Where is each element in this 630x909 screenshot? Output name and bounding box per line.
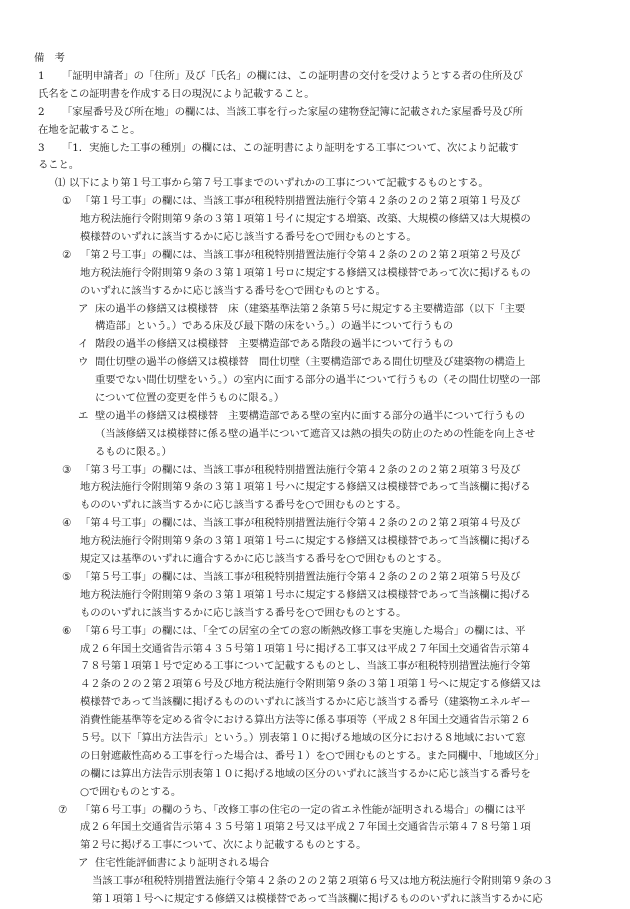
work-type-3-number: ③ bbox=[62, 463, 72, 476]
work-type-2-item-i bbox=[78, 336, 630, 354]
subsection-1-text: 以下により第１号工事から第７号工事までのいずれかの工事について記載するものとする。 bbox=[69, 177, 489, 190]
work-type-5-number: ⑤ bbox=[62, 570, 72, 583]
work-type-2-number: ② bbox=[62, 248, 72, 261]
work-type-7-item-a-body: 当該工事が租税特別措置法施行令第４２条の２の２第２項第６号又は地方税法施行令附則第９条の３ 第１項第１号へに規定する修繕又は模様替であって当該欄に掲げるもののいずれに該当するかに応 bbox=[92, 875, 553, 905]
work-type-1-text: 「第１号工事」の欄には、当該工事が租税特別措置法施行令第４２条の２の２第２項第１号及び 地方税法施行令附則第９条の３第１項第１号イに規定する増築、改築、大規模の修繕又は大規模の 模様替のいずれに該当するかに応じ該当する番号を○で囲むものとする。 bbox=[80, 195, 531, 244]
work-type-3-text: 「第３号工事」の欄には、当該工事が租税特別措置法施行令第４２条の２の２第２項第３号及び 地方税法施行令附則第９条の３第１項第１号ハに規定する修繕又は模様替であって当該欄に掲げる もののいずれに該当するかに応じ該当する番号を○で囲むものとする。 bbox=[80, 463, 531, 512]
subsection-1 bbox=[55, 175, 630, 193]
item-e-text: 壁の過半の修繕又は模様替 主要構造部である壁の室内に面する部分の過半について行うもの （当該修繕又は模様替に係る壁の過半について遮音又は熱の損失の防止のための性能を向上させ るものに限る。） bbox=[95, 409, 536, 458]
work-type-6 bbox=[62, 623, 630, 802]
item-3-text: 「1．実施した工事の種別」の欄には、この証明書により証明をする工事について、次により記載す ること。 bbox=[38, 141, 519, 172]
item-1-text: 「証明申請者」の「住所」及び「氏名」の欄には、この証明書の交付を受けようとする者の住所及び 氏名をこの証明書を作成する日の現況により記載すること。 bbox=[38, 70, 523, 100]
item-a-text: 床の過半の修繕又は模様替 床（建築基準法第２条第５号に規定する主要構造部（以下「主要 構造部」という。）である床及び最下階の床をいう。）の過半について行うもの bbox=[95, 302, 526, 333]
work-type-1 bbox=[62, 193, 630, 247]
item-2 bbox=[38, 104, 630, 140]
item-3-number: 3 bbox=[38, 141, 45, 154]
work-type-4 bbox=[62, 515, 630, 569]
item-7a-marker: ア bbox=[78, 857, 89, 870]
work-type-2-item-a bbox=[78, 301, 630, 337]
work-type-6-number: ⑥ bbox=[62, 624, 72, 637]
work-type-7 bbox=[58, 802, 630, 856]
work-type-7-number: ⑦ bbox=[58, 803, 68, 816]
work-type-4-number: ④ bbox=[62, 517, 72, 530]
work-type-2-text: 「第２号工事」の欄には、当該工事が租税特別措置法施行令第４２条の２の２第２項第２号及び 地方税法施行令附則第９条の３第１項第１号ロに規定する修繕又は模様替であって次に掲げるもの のいずれに該当するかに応じ該当する番号を○で囲むものとする。 bbox=[80, 248, 531, 297]
item-7a-title: 住宅性能評価書により証明される場合 bbox=[95, 857, 270, 870]
item-3 bbox=[38, 140, 630, 176]
item-2-number: 2 bbox=[38, 105, 45, 118]
remarks-body bbox=[0, 68, 630, 909]
work-type-5 bbox=[62, 569, 630, 623]
remarks-heading: 備 考 bbox=[34, 52, 65, 64]
item-e-marker: エ bbox=[78, 409, 89, 422]
work-type-3 bbox=[62, 462, 630, 516]
work-type-2 bbox=[62, 247, 630, 301]
item-i-marker: イ bbox=[78, 338, 89, 351]
work-type-5-text: 「第５号工事」の欄には、当該工事が租税特別措置法施行令第４２条の２の２第２項第５号及び 地方税法施行令附則第９条の３第１項第１号ホに規定する修繕又は模様替であって当該欄に掲げる もののいずれに該当するかに応じ該当する番号を○で囲むものとする。 bbox=[80, 570, 531, 619]
item-a-marker: ア bbox=[78, 302, 89, 315]
work-type-7-item-a bbox=[78, 855, 630, 873]
work-type-1-number: ① bbox=[62, 195, 72, 208]
work-type-2-item-e bbox=[78, 408, 630, 462]
item-u-text: 間仕切壁の過半の修繕又は模様替 間仕切壁（主要構造部である間仕切壁及び建築物の構造上 重要でない間仕切壁をいう。）の室内に面する部分の過半について行うもの（その間仕切壁の一部 について位置の変更を伴うものに限る。） bbox=[95, 356, 541, 405]
work-type-7-text: 「第６号工事」の欄のうち、「改修工事の住宅の一定の省エネ性能が証明される場合」の欄には平 成２６年国土交通省告示第４３５号第１項第２号又は平成２７年国土交通省告示第４７８号第１項 第２号に掲げる工事について、次により記載するものとする。 bbox=[80, 803, 531, 852]
work-type-4-text: 「第４号工事」の欄には、当該工事が租税特別措置法施行令第４２条の２の２第２項第４号及び 地方税法施行令附則第９条の３第１項第１号ニに規定する修繕又は模様替であって当該欄に掲げる 規定又は基準のいずれに適合するかに応じ該当する番号を○で囲むものとする。 bbox=[80, 517, 531, 566]
work-type-6-text: 「第６号工事」の欄には、「全ての居室の全ての窓の断熱改修工事を実施した場合」の欄には、平 成２６年国土交通省告示第４３５号第１項第１号に掲げる工事又は平成２７年国土交通省告示第４ ７８号第１項第１号で定める工事について記載するものとし、当該工事が租税特別措置法施行令第 ４２条の２の２第２項第６号及び地方税法施行令附則第９条の３第１項第１号へに規定する修繕又は 模様替であって当該欄に掲げるもののいずれに該当するかに応じ該当する番号（建築物エネルギー 消費性能基準等を定める省令における算出方法等に係る事項等（平成２８年国土交通省告示第２６ ５号。以下「算出方法告示」という。）別表第１０に掲げる地域の区分における８地域において窓 の日射遮蔽性高める工事を行った場合は、番号１）を○で囲むものとする。また同欄中、「地域区分」 の欄には算出方法告示別表第１０に掲げる地域の区分のいずれに該当するかに応じ該当する番号を ○で囲むものとする。 bbox=[80, 624, 545, 798]
item-u-marker: ウ bbox=[78, 356, 89, 369]
subsection-1-number: ⑴ bbox=[55, 177, 66, 190]
item-2-text: 「家屋番号及び所在地」の欄には、当該工事を行った家屋の建物登記簿に記載された家屋番号及び所 在地を記載すること。 bbox=[38, 105, 523, 136]
work-type-2-item-u bbox=[78, 354, 630, 408]
item-1-number: 1 bbox=[38, 70, 45, 82]
item-i-text: 階段の過半の修繕又は模様替 主要構造部である階段の過半について行うもの bbox=[95, 338, 454, 351]
item-1 bbox=[38, 68, 630, 104]
